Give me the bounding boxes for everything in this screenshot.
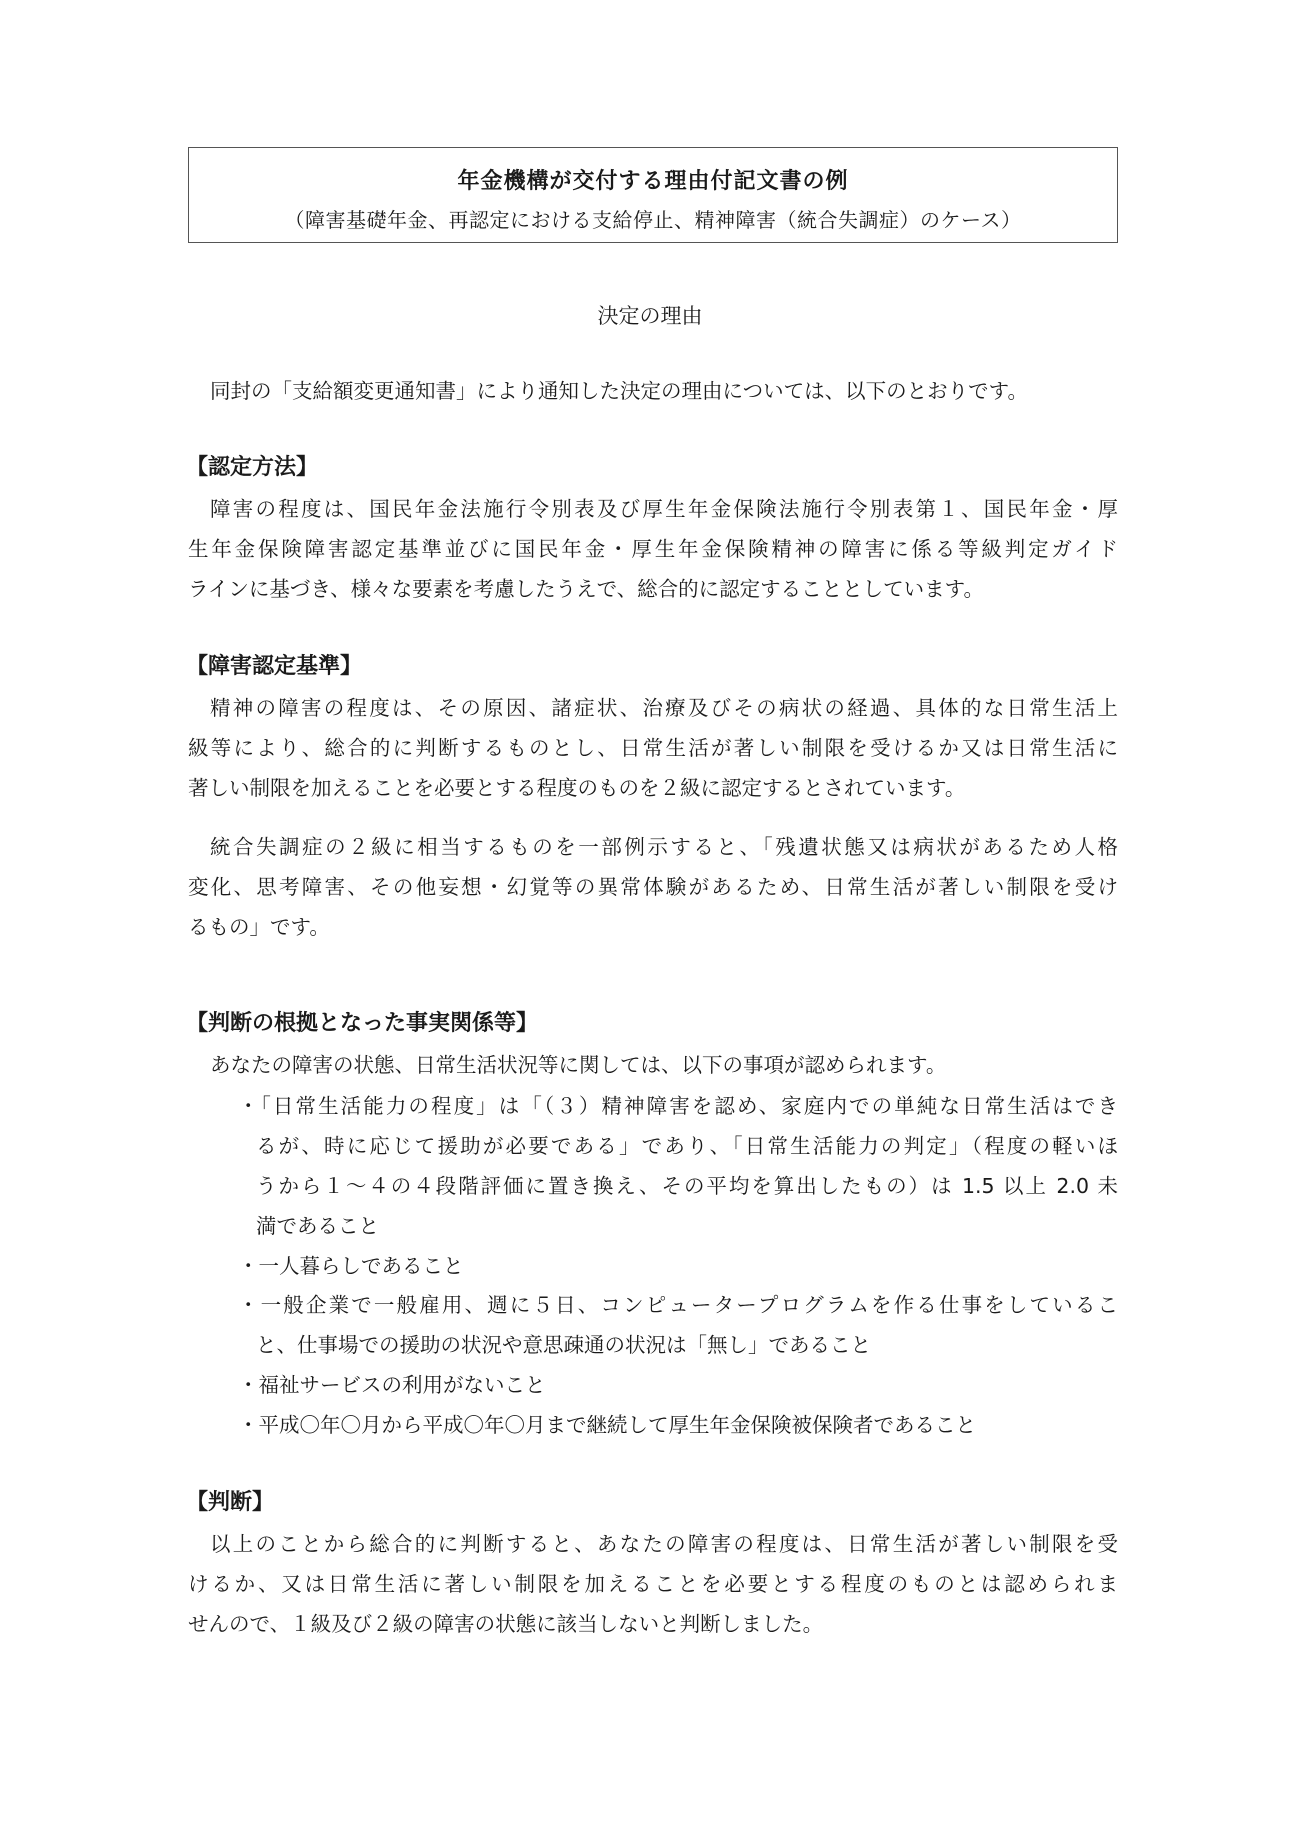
handan-line: せんので、１級及び２級の障害の状態に該当しないと判断しました。 [188, 1612, 824, 1636]
heading-konkyo: 【判断の根拠となった事実関係等】 [186, 1011, 539, 1036]
title-box [188, 147, 1118, 243]
nintei-houhou-line: 生年金保険障害認定基準並びに国民年金・厚生年金保険精神の障害に係る等級判定ガイド [188, 537, 1118, 561]
nintei-kijun-line: 著しい制限を加えることを必要とする程度のものを２級に認定するとされています。 [188, 776, 966, 800]
nintei-kijun-line: るもの」です。 [188, 915, 330, 939]
nintei-houhou-line: ラインに基づき、様々な要素を考慮したうえで、総合的に認定することとしています。 [188, 577, 985, 601]
heading-handan: 【判断】 [186, 1490, 275, 1515]
nintei-houhou-line: 障害の程度は、国民年金法施行令別表及び厚生年金保険法施行令別表第１、国民年金・厚 [210, 497, 1118, 521]
handan-line: けるか、又は日常生活に著しい制限を加えることを必要とする程度のものとは認められま [188, 1572, 1118, 1596]
bullet-item: 満であること [256, 1214, 379, 1238]
bullet-item: るが、時に応じて援助が必要である」であり、「日常生活能力の判定」（程度の軽いほ [256, 1134, 1118, 1158]
section-title: 決定の理由 [597, 304, 703, 328]
handan-line: 以上のことから総合的に判断すると、あなたの障害の程度は、日常生活が著しい制限を受 [210, 1532, 1118, 1556]
intro-text: 同封の「支給額変更通知書」により通知した決定の理由については、以下のとおりです。 [210, 379, 1028, 403]
nintei-kijun-line: 級等により、総合的に判断するものとし、日常生活が著しい制限を受けるか又は日常生活に [188, 736, 1118, 760]
nintei-kijun-line: 変化、思考障害、その他妄想・幻覚等の異常体験があるため、日常生活が著しい制限を受け [188, 875, 1118, 899]
bullet-item: うから１～４の４段階評価に置き換え、その平均を算出したもの）は 1.5 以上 2.0 未 [256, 1174, 1118, 1198]
document-title: 年金機構が交付する理由付記文書の例 [457, 169, 849, 194]
bullet-item: ・「日常生活能力の程度」は「（３）精神障害を認め、家庭内での単純な日常生活はでき [238, 1094, 1118, 1118]
bullet-item: と、仕事場での援助の状況や意思疎通の状況は「無し」であること [256, 1333, 871, 1357]
konkyo-intro: あなたの障害の状態、日常生活状況等に関しては、以下の事項が認められます。 [210, 1053, 947, 1077]
nintei-kijun-line: 精神の障害の程度は、その原因、諸症状、治療及びその病状の経過、具体的な日常生活上 [210, 696, 1118, 720]
bullet-item: ・平成〇年〇月から平成〇年〇月まで継続して厚生年金保険被保険者であること [238, 1413, 976, 1437]
document-subtitle: （障害基礎年金、再認定における支給停止、精神障害（統合失調症）のケース） [284, 208, 1022, 232]
bullet-item: ・一人暮らしであること [238, 1254, 464, 1278]
bullet-item: ・福祉サービスの利用がないこと [238, 1373, 546, 1397]
heading-nintei-kijun: 【障害認定基準】 [186, 654, 363, 679]
nintei-kijun-line: 統合失調症の２級に相当するものを一部例示すると、「残遺状態又は病状があるため人格 [210, 835, 1118, 859]
bullet-item: ・一般企業で一般雇用、週に５日、コンピュータープログラムを作る仕事をしているこ [238, 1293, 1118, 1317]
heading-nintei-houhou: 【認定方法】 [186, 455, 319, 480]
